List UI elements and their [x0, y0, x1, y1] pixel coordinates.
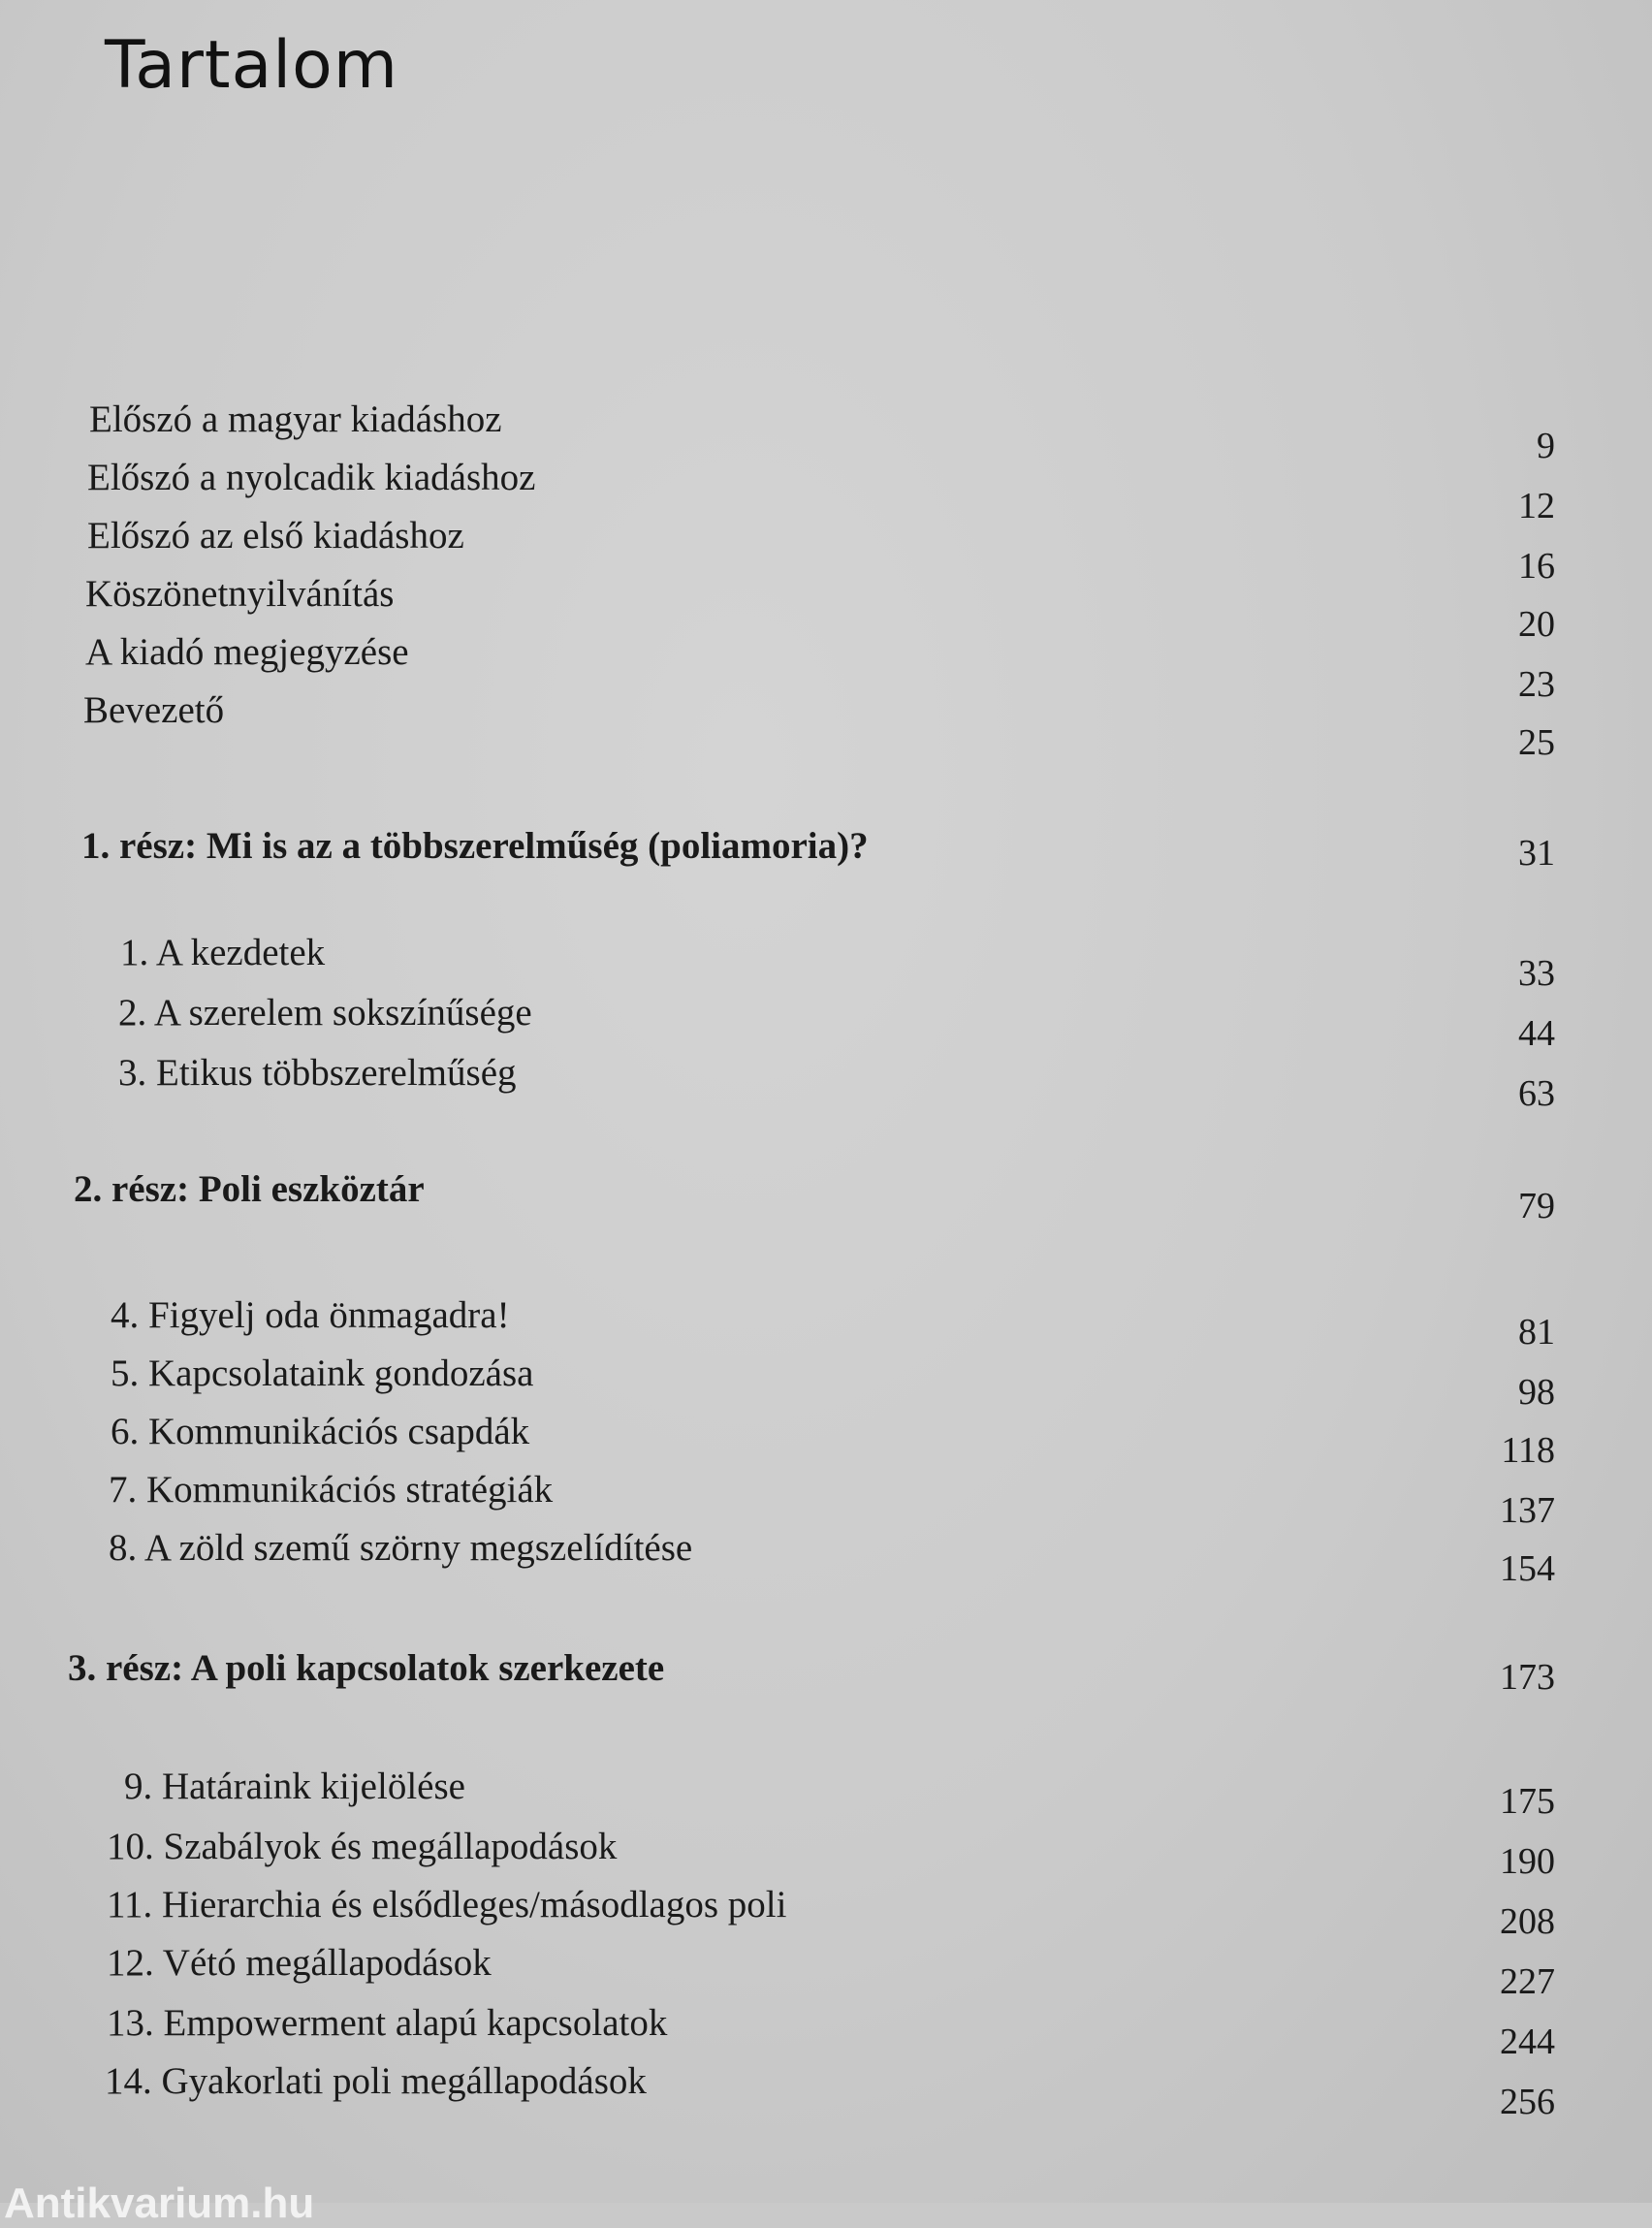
watermark: [0, 2174, 388, 2227]
toc-part-page: 173: [1500, 1657, 1555, 1698]
toc-entry-label: 2. A szerelem sokszínűsége: [118, 992, 532, 1034]
toc-entry: [0, 2059, 1652, 2121]
toc-entry: [0, 398, 1652, 466]
toc-entry: [0, 1941, 1652, 2003]
toc-part-heading: [0, 1646, 1652, 1708]
toc-entry-label: 1. A kezdetek: [120, 932, 326, 973]
toc-entry-page: 16: [1518, 546, 1555, 587]
toc-entry: [0, 456, 1652, 526]
toc-entry-page: 25: [1518, 722, 1555, 763]
toc-entry-page: 154: [1500, 1548, 1555, 1589]
toc-entry-page: 12: [1518, 486, 1555, 526]
toc-entry: [0, 1410, 1652, 1472]
toc-entry: [0, 991, 1652, 1053]
toc-part-label: 1. rész: Mi is az a többszerelműség (poliamoria)?: [81, 825, 869, 867]
toc-entry-page: 23: [1518, 664, 1555, 705]
toc-entry-label: Bevezető: [83, 689, 225, 731]
toc-entry-label: A kiadó megjegyzése: [85, 631, 409, 673]
toc-entry-label: 8. A zöld szemű szörny megszelídítése: [109, 1527, 693, 1569]
toc-entry-label: 9. Határaink kijelölése: [124, 1766, 465, 1807]
toc-entry-label: Köszönetnyilvánítás: [85, 573, 395, 615]
toc-entry-page: 227: [1500, 1961, 1555, 2002]
toc-part-page: 31: [1518, 833, 1555, 874]
toc-entry-page: 33: [1518, 953, 1555, 994]
toc-entry-label: 5. Kapcsolataink gondozása: [111, 1353, 534, 1394]
toc-part-label: 3. rész: A poli kapcsolatok szerkezete: [68, 1647, 665, 1689]
toc-entry-label: 13. Empowerment alapú kapcsolatok: [107, 2002, 668, 2044]
toc-entry-page: 190: [1500, 1841, 1555, 1882]
toc-entry-page: 244: [1500, 2021, 1555, 2062]
toc-entry: [0, 1051, 1652, 1113]
toc-entry-label: 12. Vétó megállapodások: [107, 1942, 492, 1984]
toc-entry-label: 6. Kommunikációs csapdák: [111, 1411, 530, 1452]
toc-part-heading: [0, 1167, 1652, 1229]
toc-entry-page: 256: [1500, 2082, 1555, 2122]
toc-entry: [0, 1825, 1652, 1887]
toc-entry-page: 81: [1518, 1312, 1555, 1353]
toc-entry-label: Előszó az első kiadáshoz: [87, 515, 464, 557]
toc-entry-label: Előszó a nyolcadik kiadáshoz: [87, 457, 536, 498]
toc-entry: [0, 514, 1652, 587]
toc-entry-page: 175: [1500, 1781, 1555, 1822]
toc-entry-label: 7. Kommunikációs stratégiák: [109, 1469, 554, 1511]
toc-entry-label: 4. Figyelj oda önmagadra!: [111, 1294, 510, 1336]
toc-entry: [0, 1883, 1652, 1945]
toc-part-label: 2. rész: Poli eszköztár: [74, 1168, 425, 1210]
toc-entry-label: 3. Etikus többszerelműség: [118, 1052, 517, 1094]
page-title: Tartalom: [105, 27, 398, 104]
toc-entry: [0, 1352, 1652, 1414]
toc-entry-page: 98: [1518, 1372, 1555, 1413]
toc-entry-label: 10. Szabályok és megállapodások: [107, 1826, 618, 1867]
toc-entry-label: 14. Gyakorlati poli megállapodások: [105, 2060, 647, 2102]
toc-entry-page: 137: [1500, 1490, 1555, 1531]
toc-entry-label: Előszó a magyar kiadáshoz: [89, 398, 502, 440]
toc-entry: [0, 1526, 1652, 1588]
watermark-text: Antikvarium.hu: [4, 2180, 315, 2227]
toc-part-heading: [0, 824, 1652, 886]
toc-entry-page: 208: [1500, 1901, 1555, 1942]
toc-entry-page: 63: [1518, 1073, 1555, 1114]
toc-entry-page: 9: [1537, 426, 1555, 466]
toc-entry: [0, 630, 1652, 705]
toc-entry: [0, 572, 1652, 645]
toc-entry-page: 118: [1501, 1430, 1555, 1471]
toc-entry: [0, 931, 1652, 993]
toc-entry-label: 11. Hierarchia és elsődleges/másodlagos poli: [107, 1884, 787, 1926]
toc-entry: [0, 1765, 1652, 1827]
toc-entry: [0, 1468, 1652, 1530]
toc-entry: [0, 688, 1652, 763]
toc-part-page: 79: [1518, 1186, 1555, 1226]
toc-entry: [0, 2001, 1652, 2063]
toc-entry-page: 20: [1518, 604, 1555, 645]
toc-entry-page: 44: [1518, 1013, 1555, 1054]
toc-entry: [0, 1293, 1652, 1355]
